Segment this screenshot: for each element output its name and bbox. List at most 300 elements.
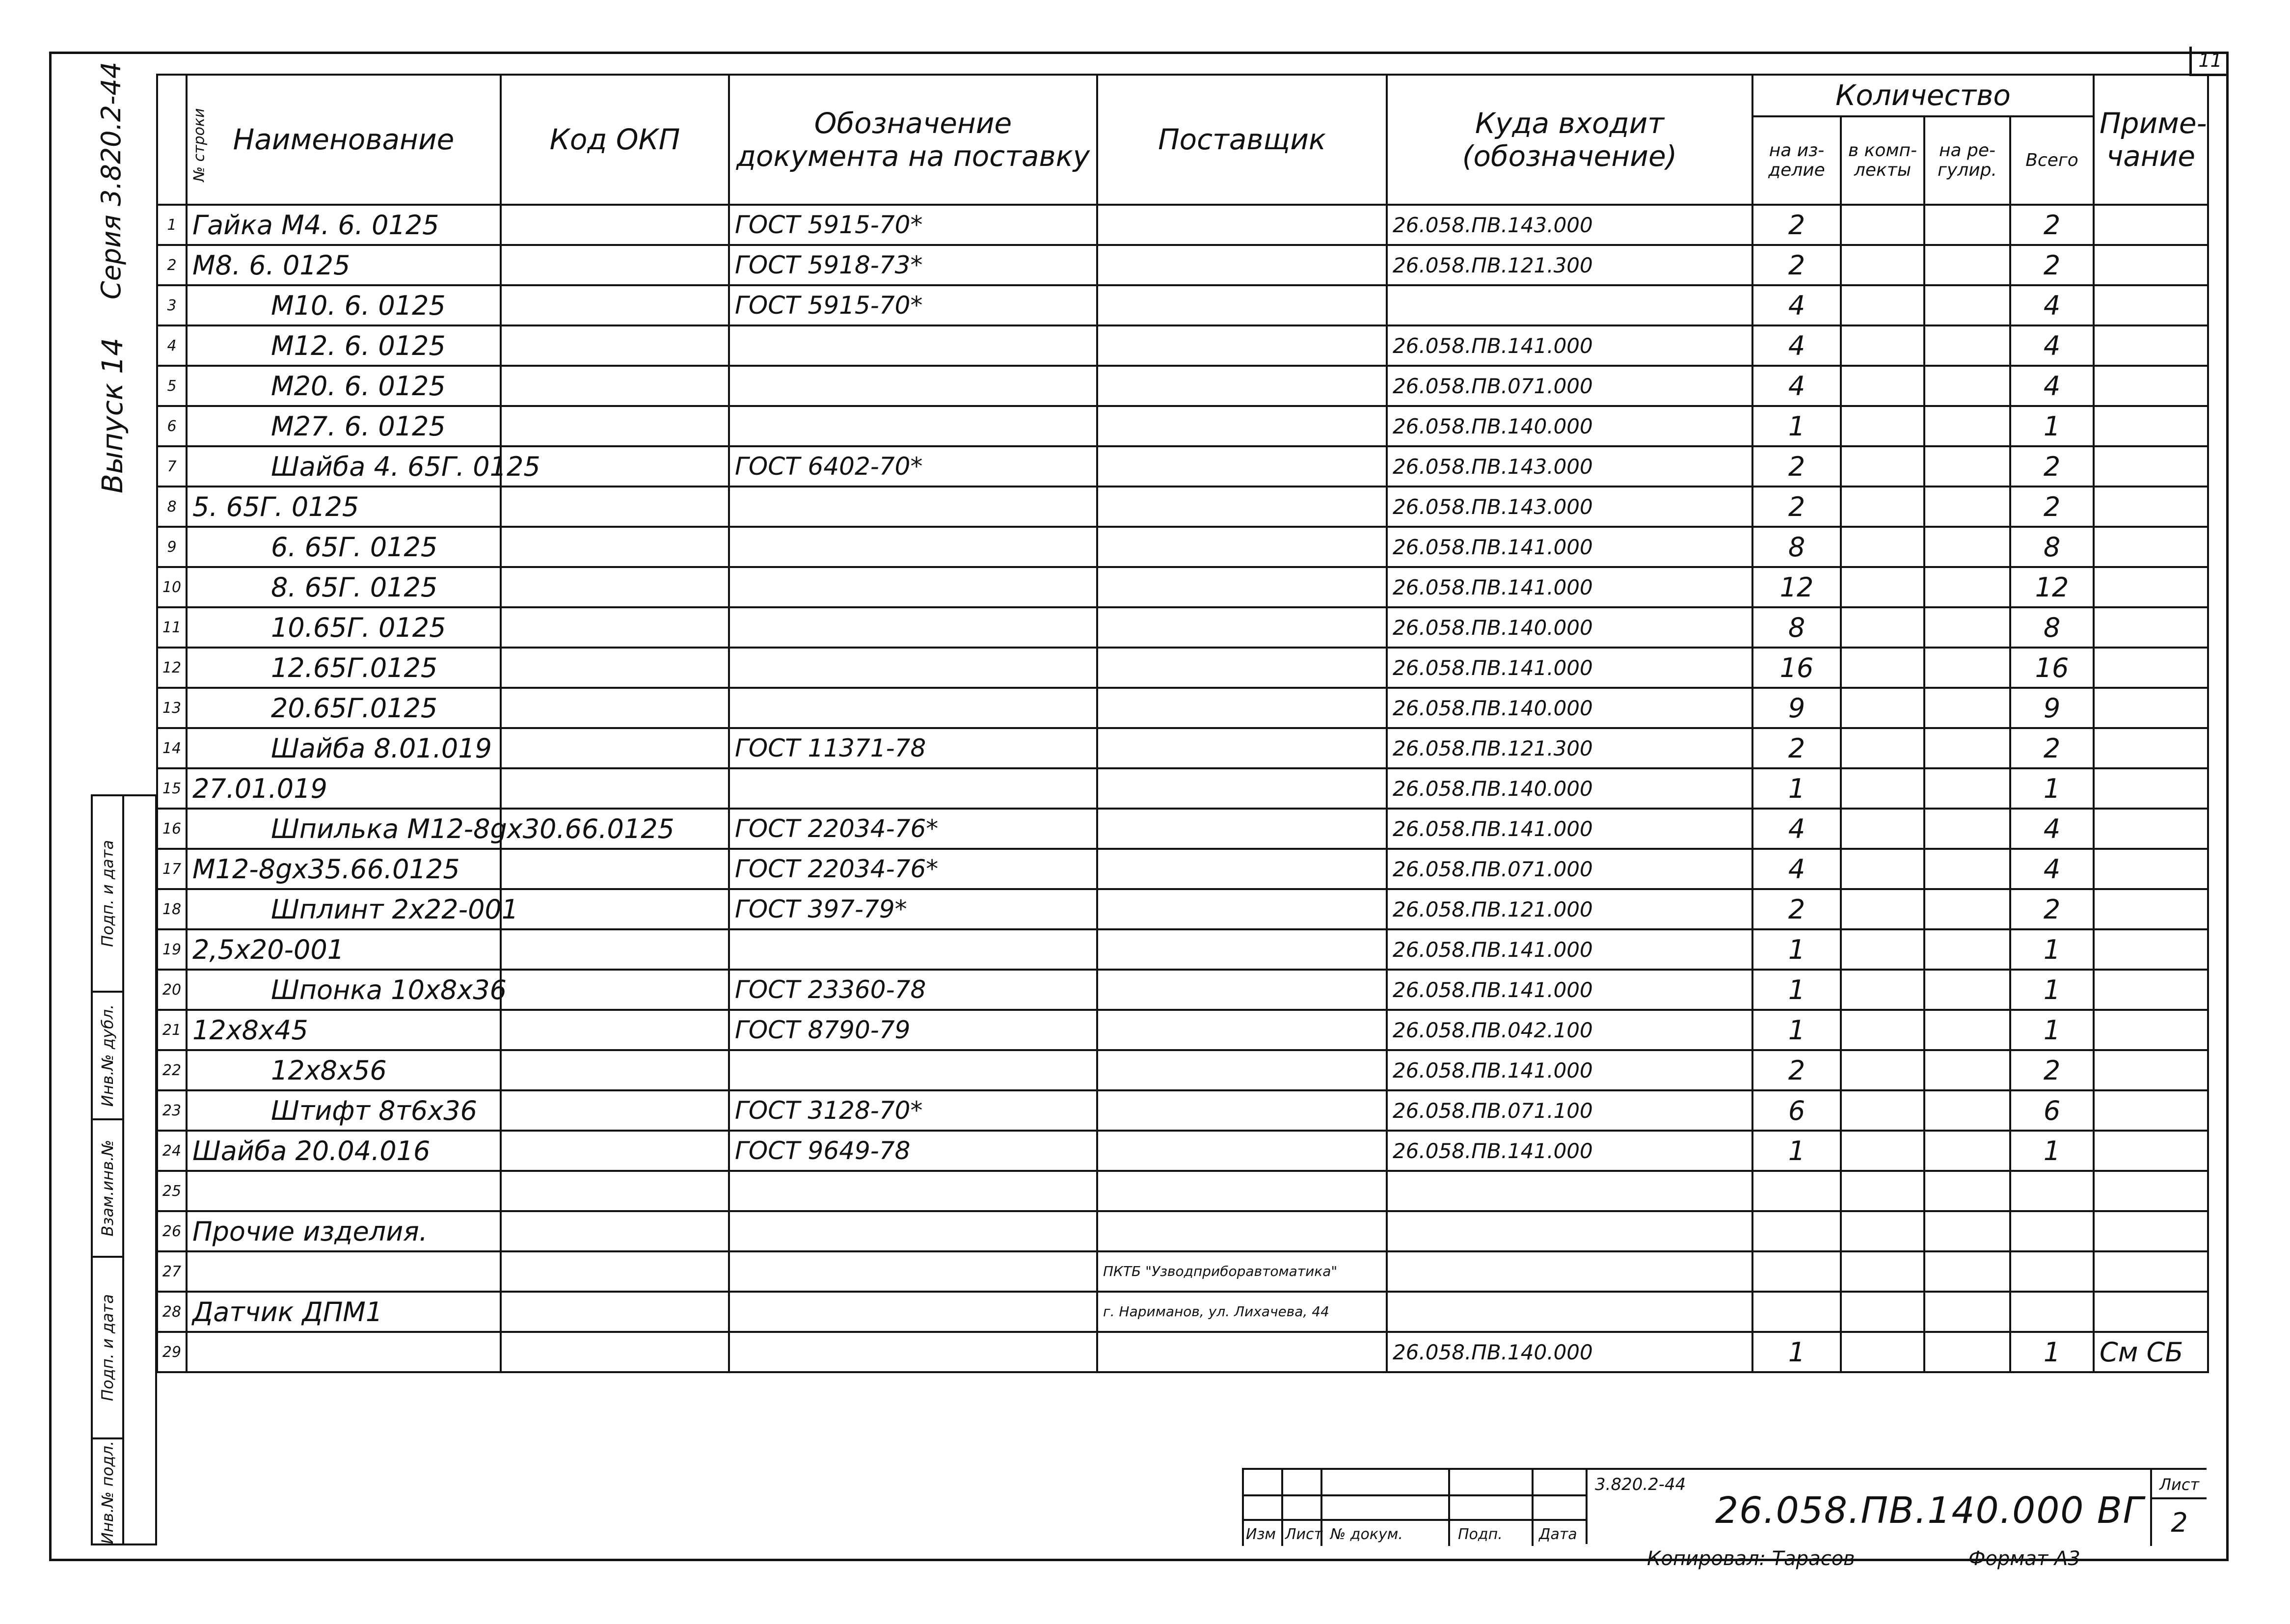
stamp-cell: Подп. и дата <box>93 1258 122 1439</box>
note-cell <box>2094 245 2208 285</box>
stamp-cell: Инв.№ подл. <box>98 1440 117 1544</box>
document-ref-cell <box>729 366 1097 406</box>
document-ref-cell <box>729 1292 1097 1332</box>
note-cell <box>2094 929 2208 970</box>
supplier-cell <box>1097 1332 1387 1372</box>
okp-code-cell <box>501 1211 729 1251</box>
supplier-cell <box>1097 446 1387 487</box>
qty-adjust-cell <box>1924 366 2010 406</box>
qty-adjust-cell <box>1924 325 2010 366</box>
row-number-cell: 15 <box>157 768 187 809</box>
document-ref-cell <box>729 406 1097 446</box>
used-in-cell: 26.058.ПВ.141.000 <box>1387 567 1752 607</box>
document-ref-cell <box>729 487 1097 527</box>
qty-adjust-cell <box>1924 1211 2010 1251</box>
document-ref-cell <box>729 1332 1097 1372</box>
qty-item-cell <box>1752 1292 1841 1332</box>
table-row <box>157 406 2208 446</box>
item-name-cell: М12. 6. 0125 <box>187 325 501 366</box>
qty-item-cell <box>1752 1251 1841 1292</box>
used-in-cell <box>1387 1292 1752 1332</box>
qty-kit-cell <box>1841 728 1924 768</box>
qty-adjust-cell <box>1924 406 2010 446</box>
used-in-cell: 26.058.ПВ.140.000 <box>1387 406 1752 446</box>
qty-adjust-cell <box>1924 1251 2010 1292</box>
qty-item-cell: 4 <box>1752 849 1841 889</box>
qty-item-cell <box>1752 1171 1841 1211</box>
row-number-cell: 28 <box>157 1292 187 1332</box>
qty-kit-cell <box>1841 1171 1924 1211</box>
supplier-cell <box>1097 527 1387 567</box>
qty-adjust-cell <box>1924 809 2010 849</box>
row-number-cell: 21 <box>157 1010 187 1050</box>
qty-total-cell: 2 <box>2010 728 2094 768</box>
used-in-cell: 26.058.ПВ.143.000 <box>1387 487 1752 527</box>
item-name-cell: Прочие изделия. <box>187 1211 501 1251</box>
document-ref-cell: ГОСТ 23360-78 <box>729 970 1097 1010</box>
table-row <box>157 366 2208 406</box>
used-in-cell: 26.058.ПВ.121.000 <box>1387 889 1752 929</box>
qty-total-cell: 4 <box>2010 325 2094 366</box>
qty-kit-cell <box>1841 849 1924 889</box>
qty-total-cell: 1 <box>2010 929 2094 970</box>
grid-line <box>1448 1470 1450 1546</box>
qty-adjust-cell <box>1924 929 2010 970</box>
item-name-cell: 27.01.019 <box>187 768 501 809</box>
row-number-cell: 17 <box>157 849 187 889</box>
qty-item-cell: 12 <box>1752 567 1841 607</box>
table-row <box>157 1010 2208 1050</box>
qty-total-cell: 8 <box>2010 527 2094 567</box>
supplier-cell <box>1097 889 1387 929</box>
header-quantity: Количество <box>1752 75 2094 116</box>
qty-item-cell: 4 <box>1752 809 1841 849</box>
qty-total-cell: 6 <box>2010 1090 2094 1131</box>
item-name-cell: 12х8х45 <box>187 1010 501 1050</box>
header-row-number: № строки <box>157 75 187 205</box>
supplier-cell <box>1097 607 1387 648</box>
supplier-cell <box>1097 205 1387 245</box>
item-name-cell: 20.65Г.0125 <box>187 688 501 728</box>
document-ref-cell: ГОСТ 9649-78 <box>729 1131 1097 1171</box>
note-cell <box>2094 1251 2208 1292</box>
item-name-cell: М12-8gх35.66.0125 <box>187 849 501 889</box>
note-cell <box>2094 768 2208 809</box>
qty-total-cell: 12 <box>2010 567 2094 607</box>
okp-code-cell <box>501 1171 729 1211</box>
item-name-cell: 12.65Г.0125 <box>187 648 501 688</box>
note-cell <box>2094 487 2208 527</box>
okp-code-cell <box>501 366 729 406</box>
qty-kit-cell <box>1841 1090 1924 1131</box>
row-number-cell: 23 <box>157 1090 187 1131</box>
item-name-cell <box>187 1332 501 1372</box>
document-code: 26.058.ПВ.140.000 ВГ <box>1715 1489 2144 1532</box>
note-cell <box>2094 970 2208 1010</box>
document-ref-cell: ГОСТ 397-79* <box>729 889 1097 929</box>
supplier-cell <box>1097 1131 1387 1171</box>
document-ref-cell: ГОСТ 22034-76* <box>729 809 1097 849</box>
supplier-cell <box>1097 245 1387 285</box>
grid-line <box>1242 1494 1586 1496</box>
note-cell <box>2094 1211 2208 1251</box>
grid-line <box>1281 1470 1283 1546</box>
okp-code-cell <box>501 487 729 527</box>
row-number-cell: 29 <box>157 1332 187 1372</box>
document-ref-cell <box>729 648 1097 688</box>
row-number-cell: 24 <box>157 1131 187 1171</box>
qty-item-cell: 2 <box>1752 487 1841 527</box>
qty-adjust-cell <box>1924 1332 2010 1372</box>
document-ref-cell: ГОСТ 5915-70* <box>729 205 1097 245</box>
qty-kit-cell <box>1841 406 1924 446</box>
qty-adjust-cell <box>1924 1292 2010 1332</box>
okp-code-cell <box>501 1292 729 1332</box>
table-row <box>157 607 2208 648</box>
supplier-cell <box>1097 849 1387 889</box>
supplier-cell <box>1097 366 1387 406</box>
qty-item-cell: 9 <box>1752 688 1841 728</box>
qty-adjust-cell <box>1924 607 2010 648</box>
document-ref-cell <box>729 607 1097 648</box>
header-supplier: Поставщик <box>1097 75 1387 205</box>
used-in-cell: 26.058.ПВ.140.000 <box>1387 1332 1752 1372</box>
table-row <box>157 728 2208 768</box>
okp-code-cell <box>501 1251 729 1292</box>
used-in-cell: 26.058.ПВ.141.000 <box>1387 970 1752 1010</box>
sheet-number: 2 <box>2171 1507 2188 1538</box>
used-in-cell: 26.058.ПВ.141.000 <box>1387 929 1752 970</box>
table-row <box>157 527 2208 567</box>
document-ref-cell <box>729 688 1097 728</box>
supplier-cell: г. Нариманов, ул. Лихачева, 44 <box>1097 1292 1387 1332</box>
row-number-cell: 27 <box>157 1251 187 1292</box>
okp-code-cell <box>501 1010 729 1050</box>
qty-kit-cell <box>1841 325 1924 366</box>
sheet-label: Лист <box>2152 1470 2207 1499</box>
grid-line <box>1242 1470 1244 1546</box>
qty-item-cell: 8 <box>1752 607 1841 648</box>
row-number-cell: 26 <box>157 1211 187 1251</box>
supplier-cell <box>1097 970 1387 1010</box>
okp-code-cell <box>501 406 729 446</box>
qty-adjust-cell <box>1924 1171 2010 1211</box>
supplier-cell <box>1097 406 1387 446</box>
grid-line <box>1242 1519 1586 1521</box>
used-in-cell: 26.058.ПВ.143.000 <box>1387 446 1752 487</box>
okp-code-cell <box>501 527 729 567</box>
document-ref-cell: ГОСТ 6402-70* <box>729 446 1097 487</box>
okp-code-cell <box>501 889 729 929</box>
rev-label: Изм <box>1246 1526 1276 1543</box>
stamp-cell: Взам.инв.№ <box>93 1120 122 1258</box>
supplier-cell <box>1097 648 1387 688</box>
qty-total-cell: 4 <box>2010 849 2094 889</box>
qty-kit-cell <box>1841 929 1924 970</box>
table-row <box>157 1050 2208 1090</box>
qty-total-cell: 2 <box>2010 889 2094 929</box>
okp-code-cell <box>501 205 729 245</box>
qty-item-cell: 1 <box>1752 929 1841 970</box>
title-block <box>1242 1468 2207 1544</box>
used-in-cell: 26.058.ПВ.121.300 <box>1387 728 1752 768</box>
qty-total-cell: 2 <box>2010 446 2094 487</box>
rev-label: Дата <box>1539 1526 1577 1543</box>
qty-kit-cell <box>1841 688 1924 728</box>
qty-adjust-cell <box>1924 245 2010 285</box>
table-row <box>157 1131 2208 1171</box>
qty-kit-cell <box>1841 245 1924 285</box>
qty-total-cell <box>2010 1171 2094 1211</box>
qty-adjust-cell <box>1924 446 2010 487</box>
row-number-cell: 25 <box>157 1171 187 1211</box>
stamp-cell: Инв.№ дубл. <box>93 993 122 1120</box>
qty-kit-cell <box>1841 1211 1924 1251</box>
okp-code-cell <box>501 849 729 889</box>
qty-total-cell: 2 <box>2010 245 2094 285</box>
qty-item-cell: 2 <box>1752 889 1841 929</box>
note-cell <box>2094 1050 2208 1090</box>
row-number-cell: 22 <box>157 1050 187 1090</box>
table-row <box>157 849 2208 889</box>
document-ref-cell: ГОСТ 3128-70* <box>729 1090 1097 1131</box>
supplier-cell <box>1097 325 1387 366</box>
qty-total-cell <box>2010 1292 2094 1332</box>
qty-item-cell: 4 <box>1752 366 1841 406</box>
document-ref-cell <box>729 325 1097 366</box>
stamp-divider <box>122 796 124 1543</box>
stamp-cell: Подп. и дата <box>93 796 122 993</box>
row-number-cell: 7 <box>157 446 187 487</box>
header-name: Наименование <box>187 75 501 205</box>
supplier-cell <box>1097 1010 1387 1050</box>
used-in-cell: 26.058.ПВ.140.000 <box>1387 768 1752 809</box>
used-in-cell: 26.058.ПВ.141.000 <box>1387 527 1752 567</box>
item-name-cell: 10.65Г. 0125 <box>187 607 501 648</box>
okp-code-cell <box>501 325 729 366</box>
item-name-cell: Датчик ДПМ1 <box>187 1292 501 1332</box>
used-in-cell: 26.058.ПВ.141.000 <box>1387 809 1752 849</box>
qty-adjust-cell <box>1924 285 2010 325</box>
supplier-cell <box>1097 1050 1387 1090</box>
page-number: 11 <box>2189 47 2229 76</box>
title-main <box>1586 1468 2207 1544</box>
item-name-cell: Шайба 4. 65Г. 0125 <box>187 446 501 487</box>
item-name-cell: Шпонка 10х8х36 <box>187 970 501 1010</box>
table-row <box>157 648 2208 688</box>
rev-label: Лист <box>1285 1526 1323 1543</box>
table-row <box>157 205 2208 245</box>
qty-adjust-cell <box>1924 1131 2010 1171</box>
revision-grid <box>1242 1468 1586 1546</box>
table-row <box>157 567 2208 607</box>
table-row <box>157 285 2208 325</box>
header-qty-item: на из- делие <box>1752 116 1841 205</box>
row-number-cell: 19 <box>157 929 187 970</box>
qty-item-cell: 2 <box>1752 446 1841 487</box>
qty-kit-cell <box>1841 970 1924 1010</box>
table-row <box>157 1251 2208 1292</box>
qty-total-cell: 1 <box>2010 406 2094 446</box>
note-cell <box>2094 366 2208 406</box>
document-ref-cell <box>729 527 1097 567</box>
supplier-cell <box>1097 768 1387 809</box>
qty-item-cell: 2 <box>1752 1050 1841 1090</box>
document-ref-cell <box>729 1171 1097 1211</box>
table-row <box>157 929 2208 970</box>
qty-item-cell: 2 <box>1752 728 1841 768</box>
supplier-cell <box>1097 1171 1387 1211</box>
qty-item-cell <box>1752 1211 1841 1251</box>
note-cell <box>2094 567 2208 607</box>
qty-item-cell: 4 <box>1752 325 1841 366</box>
supplier-cell <box>1097 567 1387 607</box>
supplier-cell <box>1097 1211 1387 1251</box>
used-in-cell: 26.058.ПВ.042.100 <box>1387 1010 1752 1050</box>
qty-item-cell: 1 <box>1752 406 1841 446</box>
item-name-cell <box>187 1251 501 1292</box>
qty-kit-cell <box>1841 648 1924 688</box>
qty-total-cell: 1 <box>2010 1131 2094 1171</box>
okp-code-cell <box>501 728 729 768</box>
qty-adjust-cell <box>1924 1010 2010 1050</box>
qty-item-cell: 1 <box>1752 1332 1841 1372</box>
qty-total-cell: 9 <box>2010 688 2094 728</box>
table-row <box>157 970 2208 1010</box>
row-number-cell: 8 <box>157 487 187 527</box>
item-name-cell: 6. 65Г. 0125 <box>187 527 501 567</box>
qty-adjust-cell <box>1924 849 2010 889</box>
used-in-cell <box>1387 1171 1752 1211</box>
qty-adjust-cell <box>1924 567 2010 607</box>
qty-adjust-cell <box>1924 527 2010 567</box>
qty-kit-cell <box>1841 1251 1924 1292</box>
table-row <box>157 1332 2208 1372</box>
table-row <box>157 446 2208 487</box>
qty-total-cell: 2 <box>2010 205 2094 245</box>
okp-code-cell <box>501 929 729 970</box>
specification-table <box>156 74 2209 1550</box>
qty-item-cell: 1 <box>1752 1010 1841 1050</box>
item-name-cell: М27. 6. 0125 <box>187 406 501 446</box>
qty-adjust-cell <box>1924 768 2010 809</box>
table-body <box>157 205 2208 1550</box>
qty-total-cell: 2 <box>2010 487 2094 527</box>
note-cell <box>2094 1292 2208 1332</box>
table-row <box>157 1292 2208 1332</box>
qty-item-cell: 1 <box>1752 1131 1841 1171</box>
qty-kit-cell <box>1841 1050 1924 1090</box>
used-in-cell: 26.058.ПВ.143.000 <box>1387 205 1752 245</box>
qty-total-cell: 1 <box>2010 768 2094 809</box>
table-row <box>157 245 2208 285</box>
row-number-cell: 12 <box>157 648 187 688</box>
note-cell <box>2094 527 2208 567</box>
used-in-cell <box>1387 1251 1752 1292</box>
note-cell <box>2094 205 2208 245</box>
document-ref-cell <box>729 1211 1097 1251</box>
table-row <box>157 487 2208 527</box>
note-cell <box>2094 809 2208 849</box>
paper-format: Формат А3 <box>1968 1547 2080 1570</box>
okp-code-cell <box>501 970 729 1010</box>
qty-adjust-cell <box>1924 648 2010 688</box>
qty-kit-cell <box>1841 527 1924 567</box>
item-name-cell: 8. 65Г. 0125 <box>187 567 501 607</box>
qty-total-cell: 4 <box>2010 366 2094 406</box>
table-row <box>157 1090 2208 1131</box>
row-number-cell: 6 <box>157 406 187 446</box>
qty-kit-cell <box>1841 205 1924 245</box>
qty-kit-cell <box>1841 889 1924 929</box>
row-number-cell: 16 <box>157 809 187 849</box>
used-in-cell: 26.058.ПВ.140.000 <box>1387 607 1752 648</box>
supplier-cell <box>1097 728 1387 768</box>
qty-total-cell: 4 <box>2010 809 2094 849</box>
document-ref-cell: ГОСТ 22034-76* <box>729 849 1097 889</box>
title-series: 3.820.2-44 <box>1595 1475 1686 1494</box>
item-name-cell: М10. 6. 0125 <box>187 285 501 325</box>
qty-total-cell <box>2010 1211 2094 1251</box>
qty-item-cell: 1 <box>1752 768 1841 809</box>
document-ref-cell: ГОСТ 5918-73* <box>729 245 1097 285</box>
item-name-cell: 12х8х56 <box>187 1050 501 1090</box>
qty-total-cell: 2 <box>2010 1050 2094 1090</box>
okp-code-cell <box>501 1131 729 1171</box>
row-number-cell: 2 <box>157 245 187 285</box>
note-cell <box>2094 1090 2208 1131</box>
document-ref-cell <box>729 929 1097 970</box>
header-qty-kit: в комп- лекты <box>1841 116 1924 205</box>
row-number-cell: 18 <box>157 889 187 929</box>
okp-code-cell <box>501 648 729 688</box>
document-ref-cell <box>729 1251 1097 1292</box>
document-ref-cell <box>729 567 1097 607</box>
okp-code-cell <box>501 285 729 325</box>
item-name-cell <box>187 1171 501 1211</box>
used-in-cell: 26.058.ПВ.141.000 <box>1387 325 1752 366</box>
note-cell <box>2094 607 2208 648</box>
qty-total-cell: 4 <box>2010 285 2094 325</box>
qty-kit-cell <box>1841 1332 1924 1372</box>
supplier-cell <box>1097 285 1387 325</box>
document-ref-cell: ГОСТ 5915-70* <box>729 285 1097 325</box>
qty-kit-cell <box>1841 487 1924 527</box>
table-row <box>157 1171 2208 1211</box>
qty-adjust-cell <box>1924 728 2010 768</box>
qty-kit-cell <box>1841 768 1924 809</box>
row-number-cell: 9 <box>157 527 187 567</box>
item-name-cell: Штифт 8т6х36 <box>187 1090 501 1131</box>
qty-adjust-cell <box>1924 1090 2010 1131</box>
qty-kit-cell <box>1841 1010 1924 1050</box>
okp-code-cell <box>501 1332 729 1372</box>
item-name-cell: Шплинт 2х22-001 <box>187 889 501 929</box>
used-in-cell: 26.058.ПВ.071.000 <box>1387 366 1752 406</box>
rev-label: Подп. <box>1458 1526 1503 1543</box>
row-number-cell: 5 <box>157 366 187 406</box>
row-number-cell: 10 <box>157 567 187 607</box>
note-cell <box>2094 849 2208 889</box>
qty-item-cell: 4 <box>1752 285 1841 325</box>
qty-kit-cell <box>1841 366 1924 406</box>
issue-label: Выпуск 14 <box>96 338 129 493</box>
row-number-cell: 4 <box>157 325 187 366</box>
qty-total-cell: 1 <box>2010 1332 2094 1372</box>
header-qty-adjust: на ре- гулир. <box>1924 116 2010 205</box>
qty-kit-cell <box>1841 446 1924 487</box>
qty-kit-cell <box>1841 285 1924 325</box>
